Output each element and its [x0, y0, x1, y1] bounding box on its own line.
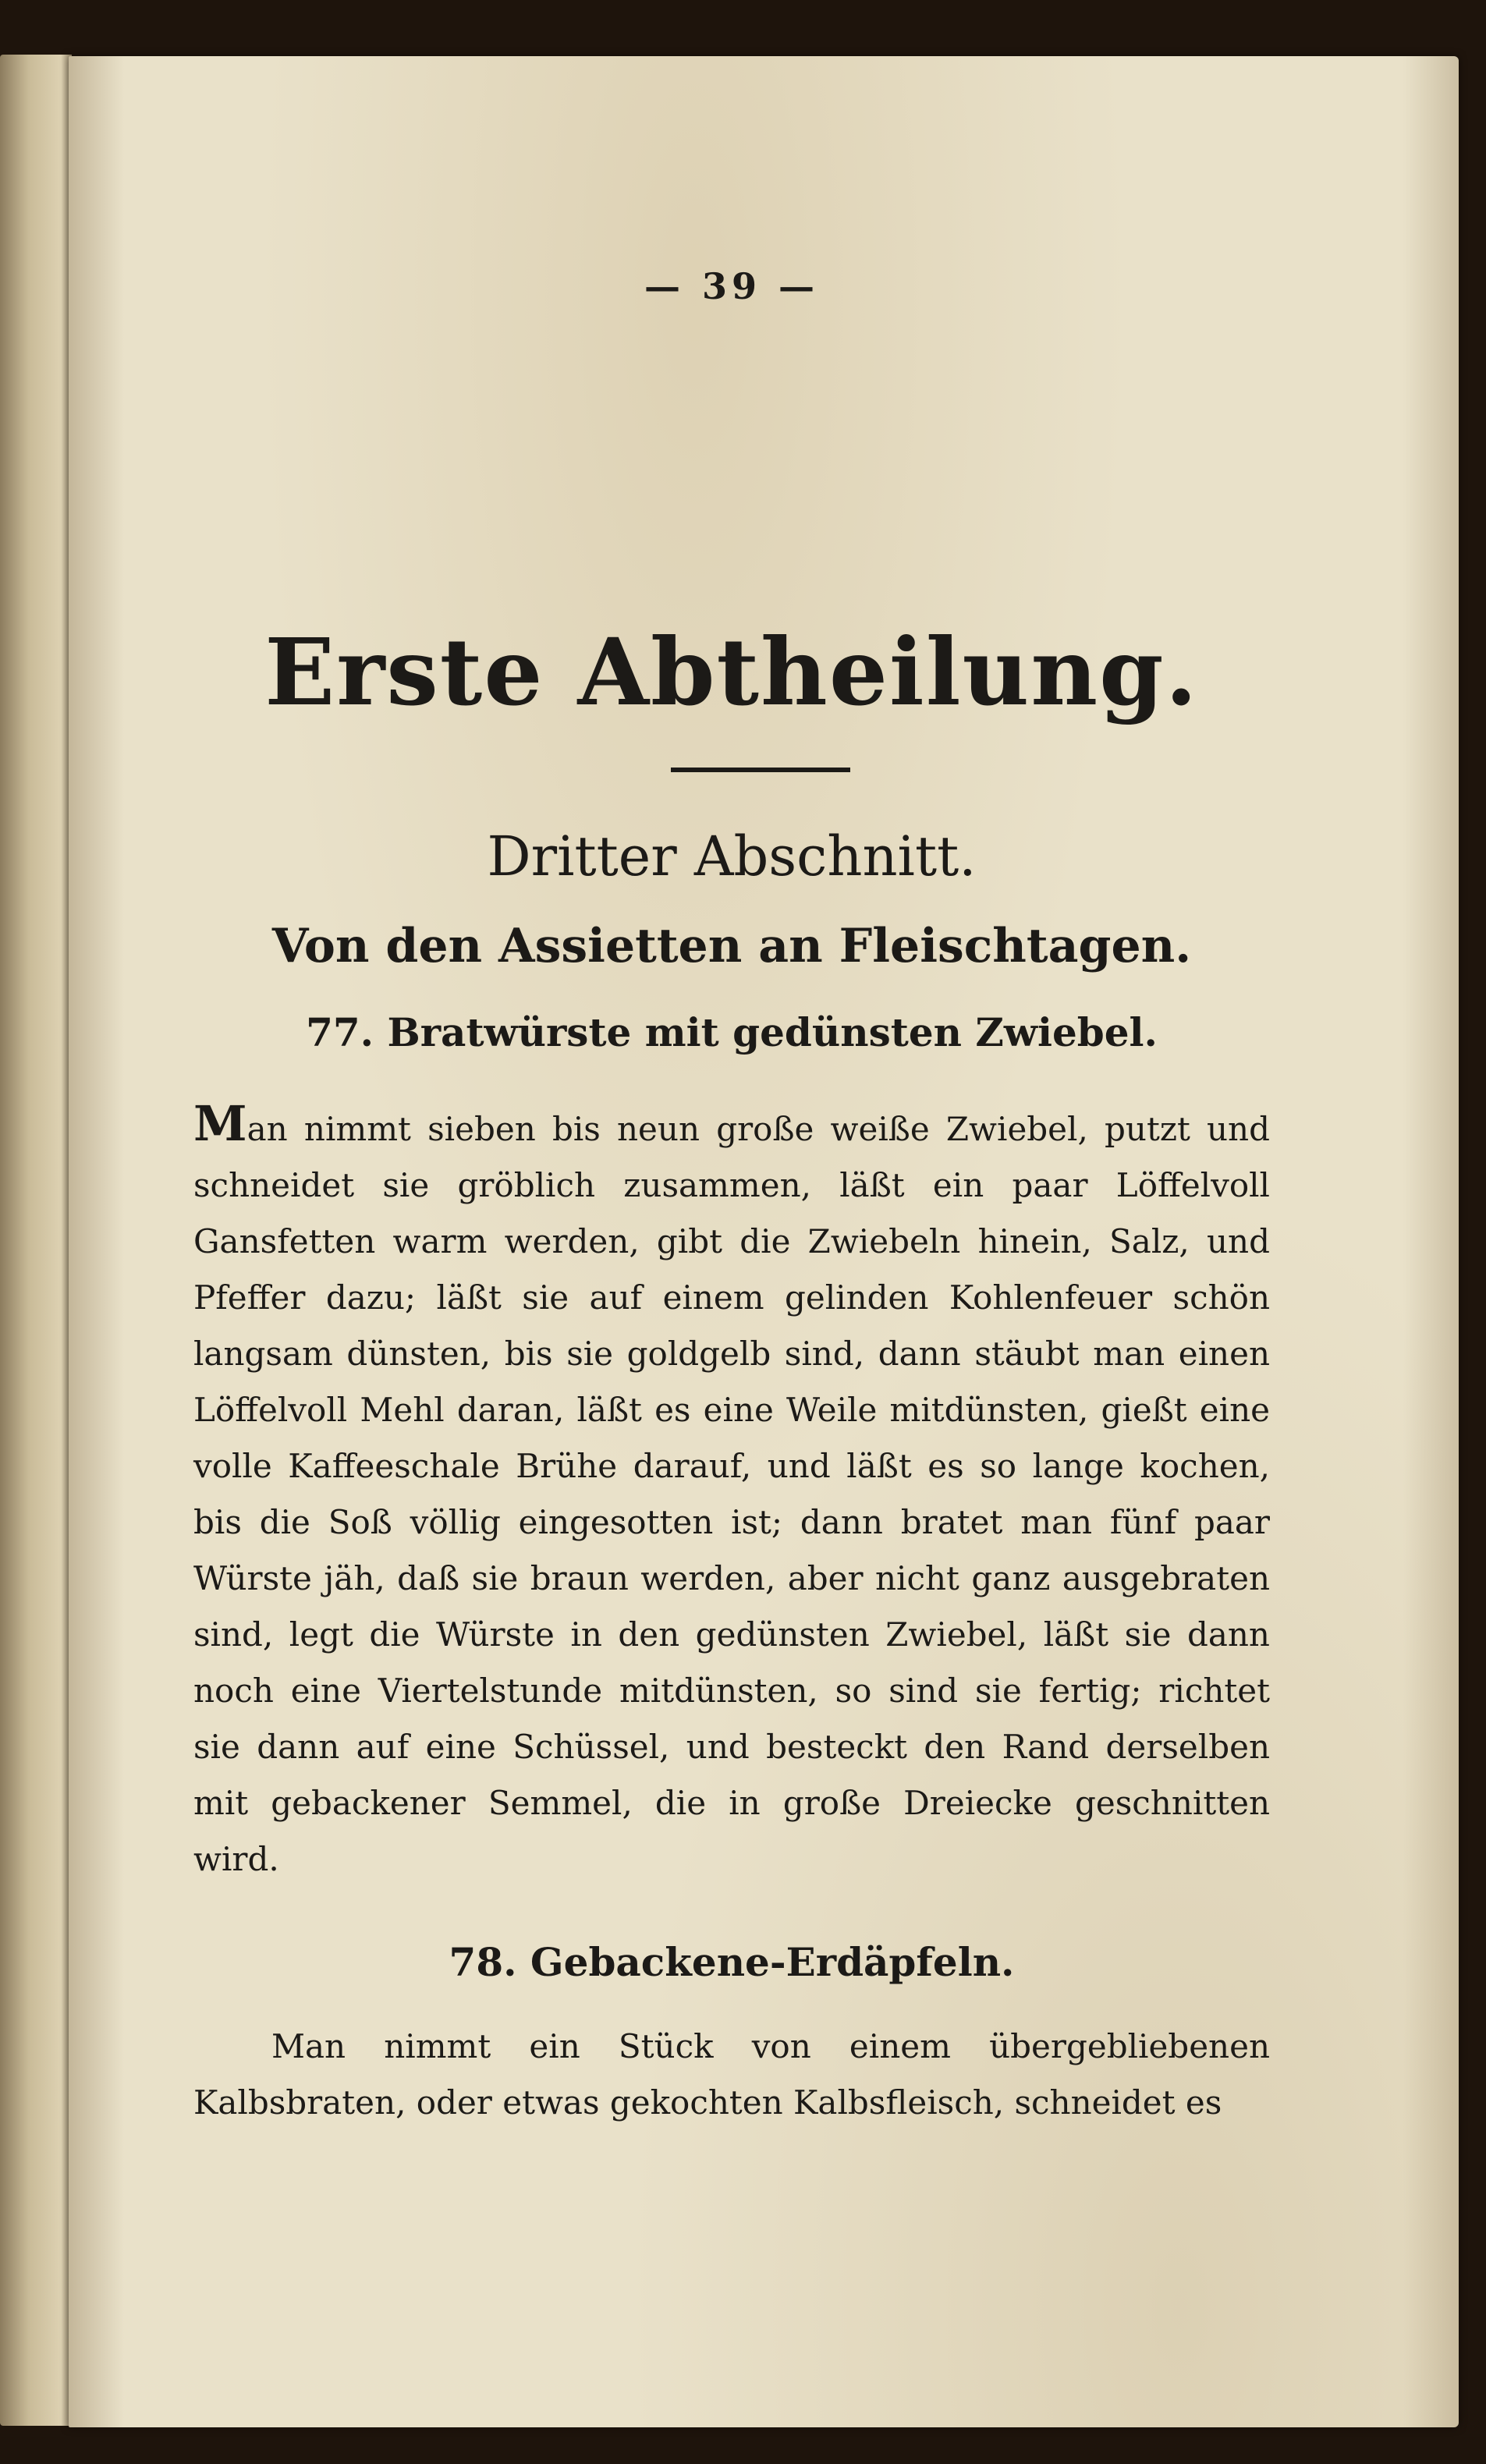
section-title: Dritter Abschnitt.: [487, 824, 977, 888]
text-column: [193, 56, 1270, 2427]
recipe-body-77: [193, 1095, 1270, 1888]
page-number: — 39 —: [644, 265, 820, 307]
recipe-title-77: 77. Bratwürste mit gedünsten Zwiebel.: [306, 1009, 1158, 1055]
subsection-title: Von den Assietten an Fleischtagen.: [271, 919, 1192, 973]
main-title: Erste Abtheilung.: [264, 618, 1199, 726]
recipe-body-77-text: an nimmt sieben bis neun große weiße Zwiebel, putzt und schneidet sie gröblich zusammen, läßt ein paar Löffelvoll Gansfetten warm werden, gibt die Zwiebeln hinein, Salz, und Pfeffer dazu; läßt sie auf einem gelinden Kohlenfeuer schön langsam dünsten, bis sie goldgelb sind, dann stäubt man einen Löffelvoll Mehl daran, läßt es eine Weile mitdünsten, gießt eine volle Kaffeeschale Brühe darauf, und läßt es so lange kochen, bis die Soß völlig eingesotten ist; dann bratet man fünf paar Würste jäh, daß sie braun werden, aber nicht ganz ausgebraten sind, legt die Würste in den gedünsten Zwiebel, läßt sie dann noch eine Viertelstunde mitdünsten, so sind sie fertig; richtet sie dann auf eine Schüssel, und besteckt den Rand derselben mit gebackener Semmel, die in große Dreiecke geschnitten wird.: [193, 1110, 1270, 1878]
drop-cap-initial: M: [193, 1095, 247, 1152]
title-rule: [671, 768, 850, 772]
book-page: [69, 56, 1459, 2427]
recipe-title-78: 78. Gebackene-Erdäpfeln.: [449, 1939, 1015, 1985]
recipe-body-78: Man nimmt ein Stück von einem übergebliebenen Kalbsbraten, oder etwas gekochten Kalbsfleisch, schneidet es: [193, 2027, 1270, 2122]
left-page-edge: [0, 55, 72, 2426]
